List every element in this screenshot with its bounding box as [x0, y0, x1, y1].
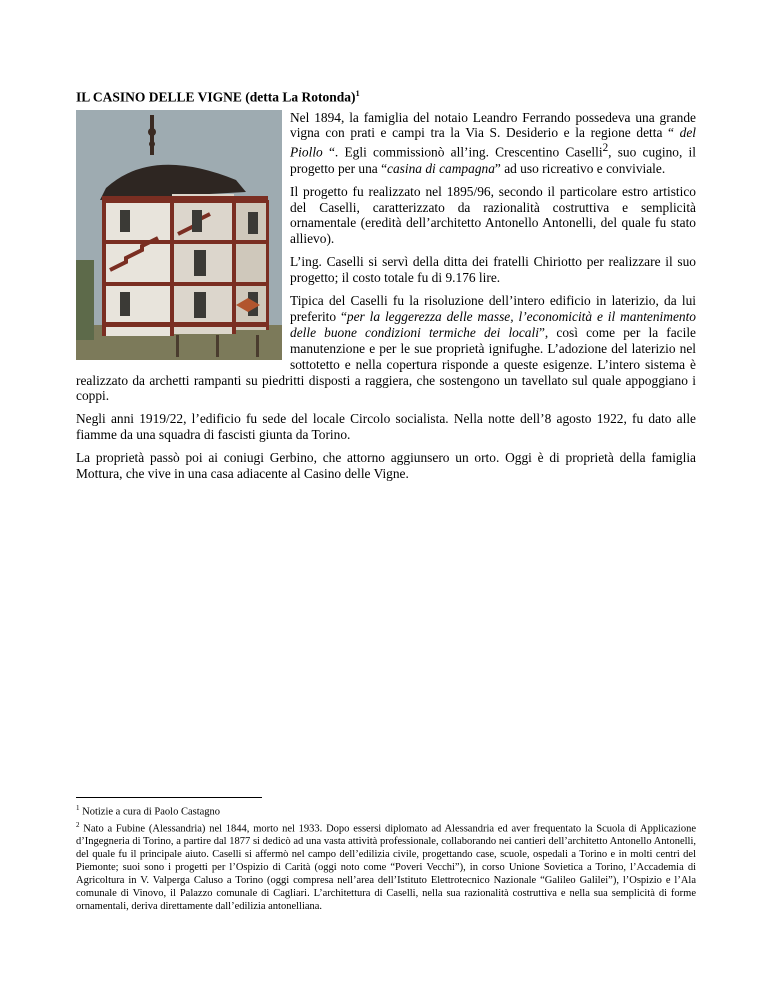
paragraph-4: Tipica del Caselli fu la risoluzione dell’intero edificio in laterizio, da lui preferito “per la leggerezza delle masse, l’economicità e il mantenimento delle buone condizioni termiche dei locali”, così come per la facile manutenzione e per le sue proprietà ignifughe. L’adozione del laterizio nel sottotetto e nella copertura risponde a queste esigenze. L’intero sistema è realizzato da archetti rampanti su piedritti disposti a raggiera, che sostengono un tavellato sul quale appoggiano i coppi. — [76, 293, 697, 404]
building-photo — [76, 110, 282, 360]
footnote-ref-2[interactable]: 2 — [602, 142, 609, 155]
footnote-divider — [76, 797, 262, 798]
footnotes — [76, 797, 696, 913]
paragraph-6: La proprietà passò poi ai coniugi Gerbino, che attorno aggiunsero un orto. Oggi è di proprietà della famiglia Mottura, che vive in una casa adiacente al Casino delle Vigne. — [76, 450, 696, 482]
footnote-ref-1[interactable]: 1 — [355, 89, 360, 98]
title-text: IL CASINO DELLE VIGNE (detta La Rotonda) — [76, 89, 356, 105]
paragraph-5: Negli anni 1919/22, l’edificio fu sede del locale Circolo socialista. Nella notte dell’8 agosto 1922, fu dato alle fiamme da una squadra di fascisti giunta da Torino. — [76, 411, 696, 443]
paragraph-1: Nel 1894, la famiglia del notaio Leandro Ferrando possedeva una grande vigna con prati e campi tra la Via S. Desiderio e la regione detta “ del Piollo “. Egli commissionò all’ing. Crescentino Caselli$^2$, suo cugino, il progetto per una “casina di campagna” ad uso ricreativo e conviviale. — [290, 109, 696, 176]
building-photo-icon — [76, 110, 282, 360]
footnote-1: $^1$ Notizie a cura di Paolo Castagno — [76, 804, 221, 818]
footnote-2: $^2$ Nato a Fubine (Alessandria) nel 1844, morto nel 1933. Dopo essersi diplomato ad Alessandria ed aver frequentato la Scuola di Applicazione d’Ingegneria di Torino, a partire dal 1877 si dedicò ad una vasta attività professionale, collaborando nei cantieri dell’architetto Antonello Antonelli, del quale fu il principale aiuto. Caselli si affermò nel campo dell’edilizia civile, progettando case, scuole, ospedali a Torino e in molti centri del Piemonte; suoi sono i progetti per l’Ospizio di Carità (oggi noto come “Poveri Vecchi”), in corso Unione Sovietica a Torino, l’Accademia di Agricoltura in V. Valperga Caluso a Torino (oggi compresa nell’area dell’Istituto Elettrotecnico Nazionale “Galileo Galilei”), l’Ospizio e l’Ala comunale di Vinovo, il Palazzo comunale di Cagliari. L’architettura di Caselli, nella sua razionalità costruttiva e nella sua semplicità di forme ornamentali, deriva direttamente dall’edilizia antonelliana. — [76, 820, 696, 912]
page-title — [76, 86, 696, 106]
article — [76, 86, 696, 489]
paragraph-2: Il progetto fu realizzato nel 1895/96, secondo il particolare estro artistico del Caselli, caratterizzato da razionalità costruttiva e semplicità ornamentale (eredità dell’architetto Antonello Antonelli, del quale fu stato allievo). — [290, 183, 696, 247]
paragraph-3: L’ing. Caselli si servì della ditta dei fratelli Chiriotto per realizzare il suo progetto; il costo totale fu di 9.176 lire. — [290, 254, 696, 286]
